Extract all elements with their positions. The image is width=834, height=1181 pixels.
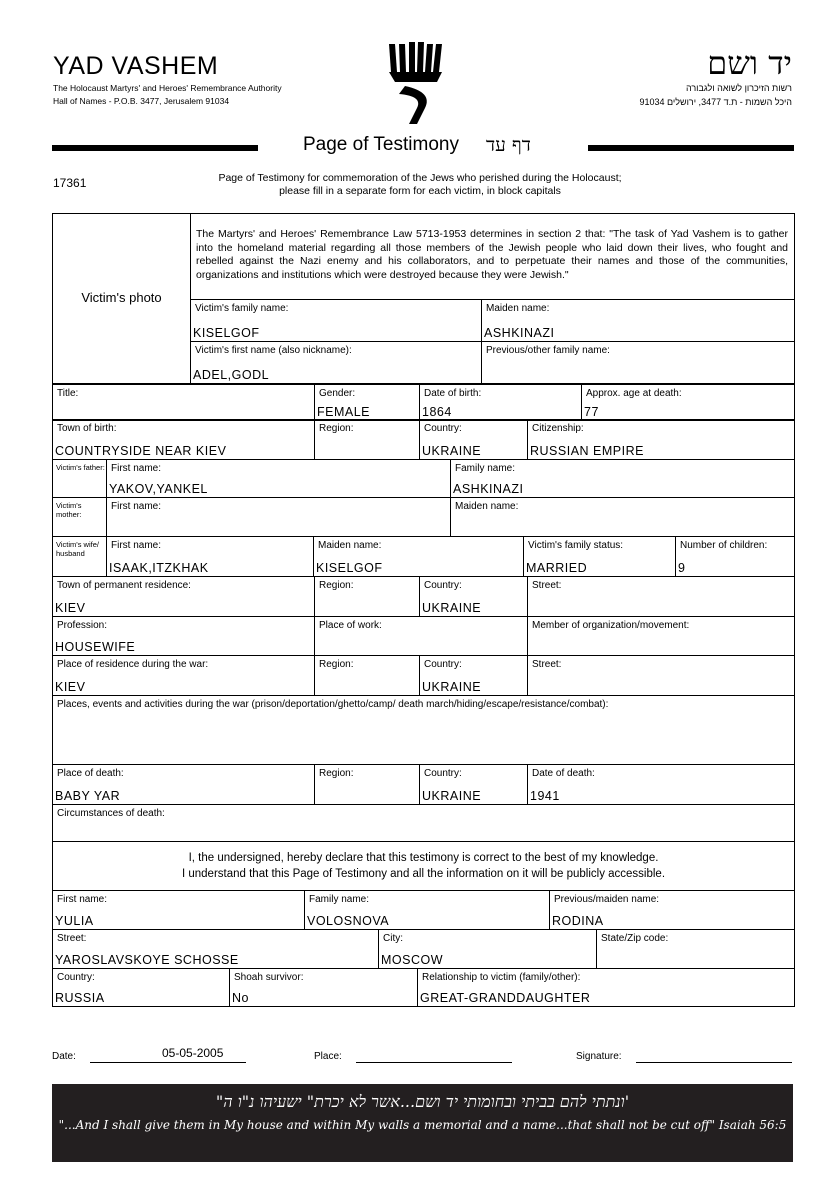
residence-block bbox=[52, 576, 795, 765]
submitter-city-value: MOSCOW bbox=[381, 953, 444, 967]
children-field[interactable] bbox=[676, 537, 795, 577]
member-field[interactable] bbox=[528, 617, 795, 656]
instructions-line-2: please fill in a separate form for each victim, in block capitals bbox=[279, 185, 561, 197]
victim-name-block bbox=[52, 213, 795, 384]
victim-family-name-field[interactable] bbox=[191, 300, 482, 342]
instructions-line-1: Page of Testimony for commemoration of the Jews who perished during the Holocaust; bbox=[218, 172, 622, 184]
submitter-street-label: Street: bbox=[57, 933, 87, 944]
victim-age-field[interactable] bbox=[582, 385, 795, 421]
place-line bbox=[356, 1062, 512, 1063]
declaration-line-2: I understand that this Page of Testimony and all the information on it will be publicly accessible. bbox=[181, 868, 666, 880]
org-name-hebrew: יד ושם bbox=[707, 44, 792, 82]
war-events-label: Places, events and activities during the war (prison/deportation/ghetto/camp/ death march/hiding/escape/resistance/combat): bbox=[57, 699, 609, 710]
victim-first-name-label: Victim's first name (also nickname): bbox=[195, 345, 352, 356]
victim-photo-box[interactable] bbox=[53, 214, 191, 384]
residence-country-value: UKRAINE bbox=[422, 601, 482, 615]
victim-family-name-label: Victim's family name: bbox=[195, 303, 289, 314]
date-of-death-label: Date of death: bbox=[532, 768, 595, 779]
circumstances-label: Circumstances of death: bbox=[57, 808, 165, 819]
submitter-family-name-label: Family name: bbox=[309, 894, 370, 905]
footer-banner bbox=[52, 1084, 793, 1162]
submitter-city-label: City: bbox=[383, 933, 403, 944]
mother-maiden-name-field[interactable] bbox=[451, 498, 795, 537]
victim-maiden-name-value: ASHKINAZI bbox=[484, 326, 555, 340]
submitter-family-name-field[interactable] bbox=[305, 891, 550, 930]
date-of-death-value: 1941 bbox=[530, 789, 560, 803]
signature-line[interactable] bbox=[636, 1062, 792, 1063]
profession-value: HOUSEWIFE bbox=[55, 640, 136, 654]
place-of-work-label: Place of work: bbox=[319, 620, 382, 631]
citizenship-field[interactable] bbox=[528, 420, 795, 460]
title-rule-right bbox=[588, 145, 794, 151]
father-first-name-field[interactable] bbox=[107, 460, 451, 498]
citizenship-label: Citizenship: bbox=[532, 423, 584, 434]
footer-english-quote: "...And I shall give them in My house and within My walls a memorial and a name...that shall not be cut off" Isaiah 56:5 bbox=[58, 1118, 787, 1132]
birth-country-field[interactable] bbox=[420, 420, 528, 460]
spouse-first-name-label: First name: bbox=[111, 540, 162, 551]
victim-title-field[interactable] bbox=[53, 385, 315, 421]
org-address: Hall of Names - P.O.B. 3477, Jerusalem 91034 bbox=[53, 96, 230, 106]
submitter-name-row bbox=[52, 890, 795, 930]
submitter-family-name-value: VOLOSNOVA bbox=[307, 914, 390, 928]
father-side-label: Victim's father: bbox=[56, 463, 105, 472]
relationship-field[interactable] bbox=[418, 969, 795, 1007]
signature-label: Signature: bbox=[576, 1051, 622, 1062]
victim-gender-label: Gender: bbox=[319, 388, 356, 399]
war-region-label: Region: bbox=[319, 659, 354, 670]
declaration-box bbox=[53, 842, 795, 891]
circumstances-field[interactable] bbox=[53, 805, 795, 842]
death-region-field[interactable] bbox=[315, 765, 420, 805]
submitter-prev-name-field[interactable] bbox=[550, 891, 795, 930]
place-of-death-value: BABY YAR bbox=[55, 789, 121, 803]
submitter-zip-field[interactable] bbox=[597, 930, 795, 969]
page-title: Page of Testimony bbox=[303, 134, 459, 155]
victim-age-label: Approx. age at death: bbox=[586, 388, 682, 399]
shoah-survivor-value: No bbox=[232, 991, 249, 1005]
victim-family-name-value: KISELGOF bbox=[193, 326, 260, 340]
war-country-field[interactable] bbox=[420, 656, 528, 696]
residence-street-label: Street: bbox=[532, 580, 562, 591]
profession-label: Profession: bbox=[57, 620, 108, 631]
submitter-first-name-field[interactable] bbox=[53, 891, 305, 930]
submitter-address-row bbox=[52, 929, 795, 969]
spouse-maiden-name-field[interactable] bbox=[314, 537, 524, 577]
mother-side-label: Victim's mother: bbox=[56, 501, 82, 519]
war-residence-label: Place of residence during the war: bbox=[57, 659, 209, 670]
victim-title-label: Title: bbox=[57, 388, 79, 399]
page-title-hebrew: דף עד bbox=[486, 134, 531, 156]
instructions bbox=[190, 172, 650, 198]
org-address-hebrew: היכל השמות - ת.ד 3477, ירושלים 91034 bbox=[639, 97, 792, 107]
residence-country-label: Country: bbox=[424, 580, 462, 591]
shoah-survivor-label: Shoah survivor: bbox=[234, 972, 304, 983]
family-status-field[interactable] bbox=[524, 537, 676, 577]
residence-street-field[interactable] bbox=[528, 577, 795, 617]
submitter-prev-name-label: Previous/maiden name: bbox=[554, 894, 660, 905]
war-events-field[interactable] bbox=[53, 696, 795, 765]
submitter-city-field[interactable] bbox=[379, 930, 597, 969]
member-label: Member of organization/movement: bbox=[532, 620, 690, 631]
title-rule-left bbox=[52, 145, 258, 151]
war-country-label: Country: bbox=[424, 659, 462, 670]
victim-dob-value: 1864 bbox=[422, 405, 452, 419]
shoah-survivor-field[interactable] bbox=[230, 969, 418, 1007]
war-residence-field[interactable] bbox=[53, 656, 315, 696]
father-first-name-value: YAKOV,YANKEL bbox=[109, 482, 208, 496]
submitter-zip-label: State/Zip code: bbox=[601, 933, 669, 944]
family-status-label: Victim's family status: bbox=[528, 540, 624, 551]
death-country-field[interactable] bbox=[420, 765, 528, 805]
record-number: 17361 bbox=[53, 176, 87, 190]
submitter-country-field[interactable] bbox=[53, 969, 230, 1007]
death-country-value: UKRAINE bbox=[422, 789, 482, 803]
town-of-birth-value: COUNTRYSIDE NEAR KIEV bbox=[55, 444, 227, 458]
org-name: YAD VASHEM bbox=[53, 52, 219, 80]
spouse-side-label: Victim's wife/ husband bbox=[56, 540, 99, 558]
town-of-birth-label: Town of birth: bbox=[57, 423, 117, 434]
victim-dob-label: Date of birth: bbox=[424, 388, 482, 399]
place-of-work-field[interactable] bbox=[315, 617, 528, 656]
place-of-death-field[interactable] bbox=[53, 765, 315, 805]
date-label: Date: bbox=[52, 1051, 76, 1062]
birth-country-value: UKRAINE bbox=[422, 444, 482, 458]
spouse-block bbox=[52, 536, 795, 577]
law-text: The Martyrs' and Heroes' Remembrance Law 5713-1953 determines in section 2 that: "The task of Yad Vashem is to gather into the homeland material regarding all those members of the Jewish people who laid down their lives, who fought and rebelled against the Nazi enemy and his collaborators, and to perpetuate their names and those of the communities, organizations and institutions which were destroyed because they were Jewish." bbox=[196, 228, 789, 281]
victim-first-name-value: ADEL,GODL bbox=[193, 368, 270, 382]
victim-maiden-name-label: Maiden name: bbox=[486, 303, 550, 314]
spouse-first-name-value: ISAAK,ITZKHAK bbox=[109, 561, 209, 575]
town-of-birth-field[interactable] bbox=[53, 420, 315, 460]
date-of-death-field[interactable] bbox=[528, 765, 795, 805]
father-family-name-value: ASHKINAZI bbox=[453, 482, 524, 496]
submitter-first-name-label: First name: bbox=[57, 894, 108, 905]
victim-previous-name-label: Previous/other family name: bbox=[486, 345, 610, 356]
death-block bbox=[52, 764, 795, 891]
death-country-label: Country: bbox=[424, 768, 462, 779]
date-line bbox=[90, 1062, 246, 1063]
profession-field[interactable] bbox=[53, 617, 315, 656]
victim-previous-name-field[interactable] bbox=[482, 342, 795, 384]
father-family-name-label: Family name: bbox=[455, 463, 516, 474]
submitter-street-value: YAROSLAVSKOYE SCHOSSE bbox=[55, 953, 239, 967]
victim-maiden-name-field[interactable] bbox=[482, 300, 795, 342]
mother-first-name-label: First name: bbox=[111, 501, 162, 512]
submitter-info-row bbox=[52, 968, 795, 1007]
victim-birth-row bbox=[52, 419, 795, 460]
victim-photo-label: Victim's photo bbox=[81, 290, 162, 305]
war-residence-value: KIEV bbox=[55, 680, 86, 694]
birth-region-field[interactable] bbox=[315, 420, 420, 460]
residence-region-label: Region: bbox=[319, 580, 354, 591]
residence-town-field[interactable] bbox=[53, 577, 315, 617]
spouse-first-name-field[interactable] bbox=[107, 537, 314, 577]
date-value[interactable]: 05-05-2005 bbox=[162, 1046, 224, 1060]
death-region-label: Region: bbox=[319, 768, 354, 779]
relationship-label: Relationship to victim (family/other): bbox=[422, 972, 581, 983]
war-country-value: UKRAINE bbox=[422, 680, 482, 694]
org-subtitle: The Holocaust Martyrs' and Heroes' Remembrance Authority bbox=[53, 83, 282, 93]
war-region-field[interactable] bbox=[315, 656, 420, 696]
footer-hebrew-quote: "ונתתי להם בביתי ובחומותי יד ושם...אשר לא יכרת" ישעיהו נ"ו ה' bbox=[215, 1092, 630, 1111]
spouse-maiden-name-value: KISELGOF bbox=[316, 561, 383, 575]
children-label: Number of children: bbox=[680, 540, 768, 551]
submitter-prev-name-value: RODINA bbox=[552, 914, 604, 928]
victim-gender-field[interactable] bbox=[315, 385, 420, 421]
father-first-name-label: First name: bbox=[111, 463, 162, 474]
submitter-first-name-value: YULIA bbox=[55, 914, 94, 928]
residence-country-field[interactable] bbox=[420, 577, 528, 617]
place-of-death-label: Place of death: bbox=[57, 768, 124, 779]
residence-town-label: Town of permanent residence: bbox=[57, 580, 191, 591]
menorah-logo bbox=[385, 42, 447, 124]
children-value: 9 bbox=[678, 561, 686, 575]
mother-maiden-name-label: Maiden name: bbox=[455, 501, 519, 512]
place-label: Place: bbox=[314, 1051, 342, 1062]
birth-country-label: Country: bbox=[424, 423, 462, 434]
war-street-label: Street: bbox=[532, 659, 562, 670]
relationship-value: GREAT-GRANDDAUGHTER bbox=[420, 991, 591, 1005]
submitter-country-value: RUSSIA bbox=[55, 991, 105, 1005]
org-subtitle-hebrew: רשות הזיכרון לשואה ולגבורה bbox=[685, 83, 792, 93]
victim-dob-field[interactable] bbox=[420, 385, 582, 421]
residence-town-value: KIEV bbox=[55, 601, 86, 615]
citizenship-value: RUSSIAN EMPIRE bbox=[530, 444, 644, 458]
victim-details-row bbox=[52, 384, 795, 421]
birth-region-label: Region: bbox=[319, 423, 354, 434]
victim-age-value: 77 bbox=[584, 405, 599, 419]
submitter-country-label: Country: bbox=[57, 972, 95, 983]
victim-gender-value: FEMALE bbox=[317, 405, 371, 419]
spouse-maiden-name-label: Maiden name: bbox=[318, 540, 382, 551]
residence-region-field[interactable] bbox=[315, 577, 420, 617]
father-family-name-field[interactable] bbox=[451, 460, 795, 498]
war-street-field[interactable] bbox=[528, 656, 795, 696]
declaration-line-1: I, the undersigned, hereby declare that this testimony is correct to the best of my knowledge. bbox=[188, 852, 659, 864]
mother-first-name-field[interactable] bbox=[107, 498, 451, 537]
submitter-street-field[interactable] bbox=[53, 930, 379, 969]
family-status-value: MARRIED bbox=[526, 561, 588, 575]
victim-first-name-field[interactable] bbox=[191, 342, 482, 384]
parents-block bbox=[52, 459, 795, 537]
